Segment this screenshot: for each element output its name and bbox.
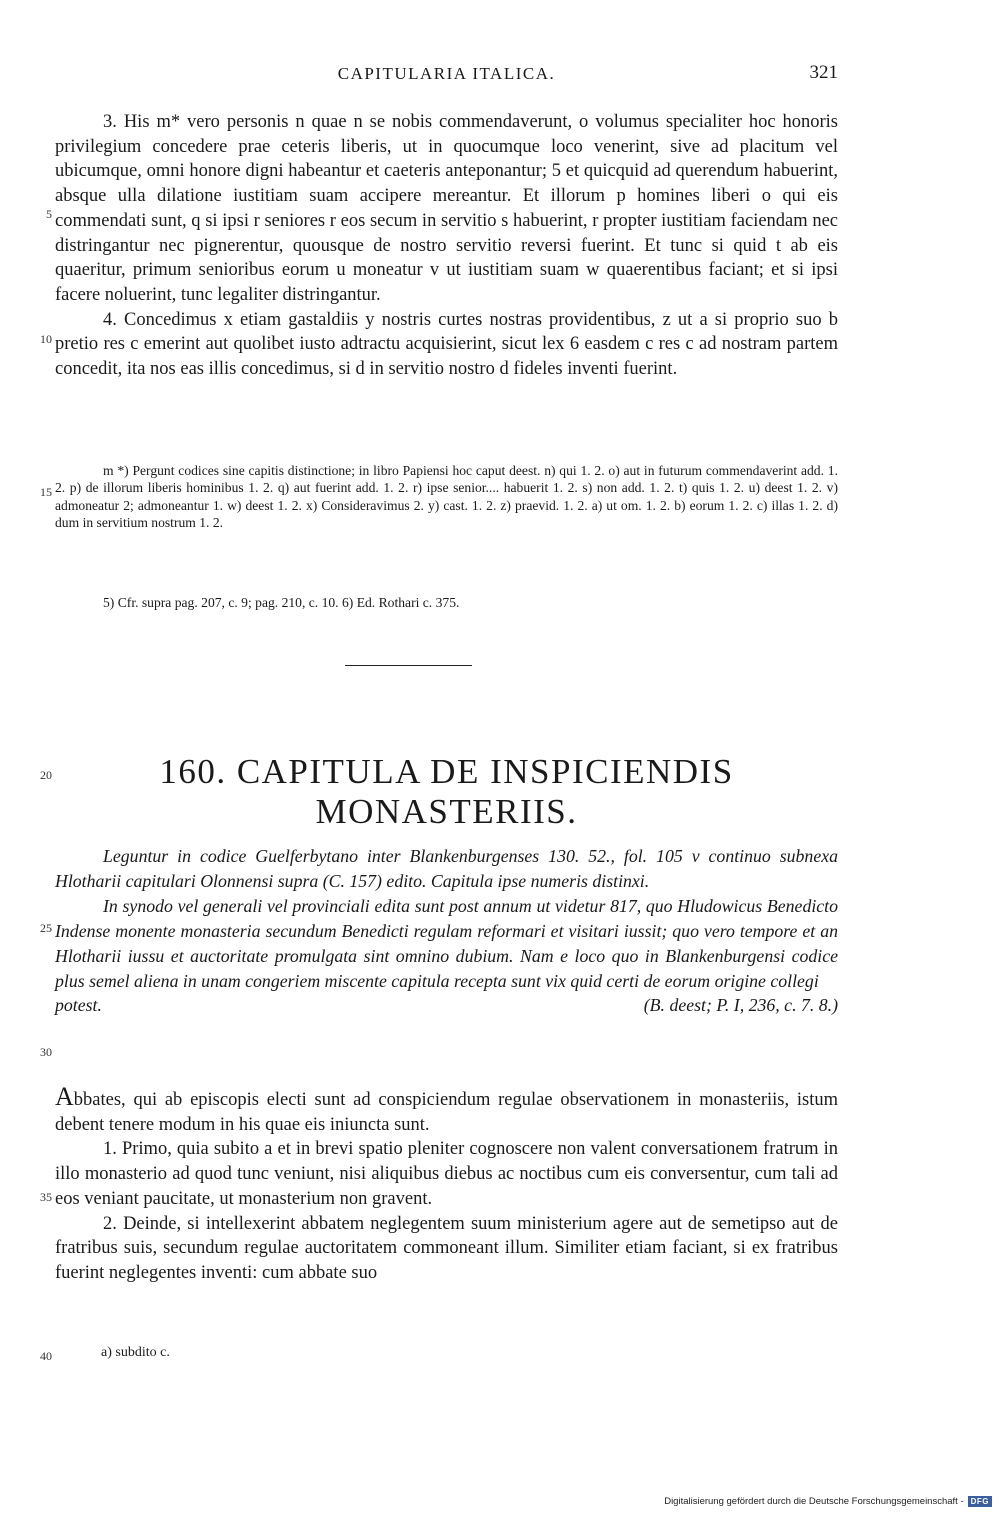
chapter-introduction [55, 844, 838, 1018]
drop-capital: A [55, 1082, 74, 1111]
section-divider [345, 665, 472, 666]
chapter-paragraph-2: 2. Deinde, si intellexerint abbatem neglegentem suum ministerium agere aut de semetipso aut de fratribus suis, secundum regulae auctoritatem commoneant illum. Similiter etiam faciant, si ex fratribus fuerint neglegentes inventi: cum abbate suo [55, 1213, 838, 1283]
running-title: CAPITULARIA ITALICA. [337, 64, 556, 83]
line-number-15: 15 [40, 485, 52, 499]
line-number-40: 40 [40, 1349, 52, 1363]
credit-text: Digitalisierung gefördert durch die Deutsche Forschungsgemeinschaft - [664, 1496, 964, 1507]
opening-text: bbates, qui ab episcopis electi sunt ad conspiciendum regulae observationem in monasteriis, istum debent tenere modum in his quae eis iniuncta sunt. [55, 1090, 838, 1135]
letter-footnotes: m *) Pergunt codices sine capitis distinctione; in libro Papiensi hoc caput deest. n) qui 1. 2. o) aut in futurum commendaverint add. 1. 2. p) de illorum liberis hominibus 1. 2. q) aut fuerint add. 1. 2. r) ipse senior.... habuerit 1. 2. s) non add. 1. 2. t) quis 1. 2. u) deest 1. 2. v) admoneatur 2; admoneantur 1. w) deest 1. 2. x) Consideravimus 2. y) cast. 1. 2. z) praevid. 1. 2. a) ut om. 1. 2. b) eorum 1. 2. c) illas 1. 2. d) dum in servitium nostrum 1. 2. [55, 463, 838, 531]
intro-paragraph-2-end: potest. [55, 995, 102, 1016]
line-number-30: 30 [40, 1045, 52, 1059]
intro-paragraph-2 [55, 894, 838, 994]
paragraph-3: 3. His m* vero personis n quae n se nobis commendaverunt, o volumus specialiter hoc honoris privilegium concedere prae ceteris liberis, ut in quocumque loco venerint, sive ad placitum vel ubicumque, omni honore digni habeantur et caeteris anteponantur; 5 et quicquid ad querendum habuerint, absque ulla dilatione iustitiam suam accipere mereantur. Et illorum p homines liberi o qui eis commendati sunt, q si ipsi r seniores r eos secum in servitio s habuerint, r propter iustitiam faciendam nec distringantur nec pignerentur, quousque de nostro servitio reversi fuerint. Et tunc si quid t ab eis quaeritur, primum senioribus eorum u moneatur v ut iustitiam suam w quaerentibus faciant; et si ipsi facere noluerint, tunc legaliter distringantur. [55, 112, 838, 305]
paragraph-4: 4. Concedimus x etiam gastaldiis y nostris curtes nostras providentibus, z ut a si proprio suo b pretio res c emerint aut quolibet iusto adtractu acquisierint, sicut lex 6 easdem c res c ad nostram partem concedit, ita nos eas illis concedimus, si d in servitio nostro d fideles inventi fuerint. [55, 309, 838, 380]
chapter-paragraph-1: 1. Primo, quia subito a et in brevi spatio pleniter cognoscere non valent conversationem fratrum in illo monasterio ad quod tunc veniunt, nisi aliquibus diebus ac noctibus cum eis conversentur, cum tali ad eos veniant paucitate, ut monasterium non gravent. [55, 1139, 838, 1209]
chapter-title-line-1: 160. CAPITULA DE INSPICIENDIS [159, 752, 734, 791]
opening-paragraph [55, 1082, 838, 1137]
page-number: 321 [809, 62, 838, 83]
chapter-title [55, 752, 838, 832]
digitization-credit [664, 1496, 992, 1507]
footnotes-numbered [55, 594, 838, 611]
line-number-25: 25 [40, 921, 52, 935]
numbered-footnotes: 5) Cfr. supra pag. 207, c. 9; pag. 210, c. 10. 6) Ed. Rothari c. 375. [103, 595, 460, 610]
section-top-text [55, 110, 838, 382]
page-header [55, 62, 838, 90]
chapter-title-line-2: MONASTERIIS. [315, 792, 578, 831]
intro-last-line [55, 993, 838, 1018]
intro-paragraph-1: Leguntur in codice Guelferbytano inter Blankenburgenses 130. 52., fol. 105 v continuo subnexa Hlotharii capitulari Olonnensi supra (C. 157) edito. Capitula ipse numeris distinxi. [55, 846, 838, 891]
line-number-35: 35 [40, 1190, 52, 1204]
line-number-20: 20 [40, 768, 52, 782]
intro-paragraph-2-text: In synodo vel generali vel provinciali edita sunt post annum ut videtur 817, quo Hludowicus Benedicto Indense monente monasteria secundum Benedicti regulam reformari et visitari iussit; quo vero tempore et an Hlotharii iussu et auctoritate promulgata sint omnino dubium. Nam e loco quo in Blankenburgensi codice plus semel aliena in unam congeriem miscente capitula recepta sunt vix quid certi de eorum origine collegi [55, 895, 838, 991]
dfg-logo-icon: DFG [968, 1496, 992, 1507]
line-number-5: 5 [46, 207, 52, 221]
line-number-10: 10 [40, 332, 52, 346]
footnotes-top [55, 462, 838, 532]
bottom-footnote: a) subdito c. [101, 1345, 170, 1360]
chapter-main-text [55, 1082, 838, 1286]
edition-reference: (B. deest; P. I, 236, c. 7. 8.) [643, 995, 838, 1016]
